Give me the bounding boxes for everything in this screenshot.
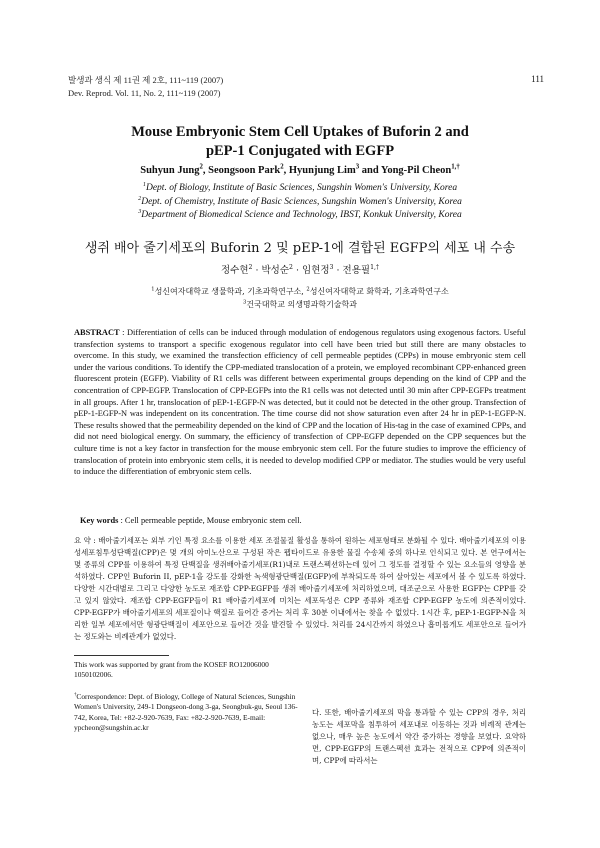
affiliation-list: [60, 182, 540, 223]
english-abstract: [74, 327, 526, 478]
korean-affiliation-line-2: $^3$건국대학교 의생명과학기술학과: [242, 299, 358, 309]
korean-author-name: 전용필: [342, 265, 371, 276]
korean-abstract: 요 약 : 배아줄기세포는 외부 기인 특정 요소를 이용한 세포 조절물질 활성을 통하여 원하는 세포형태로 분화될 수 있다. 배아줄기세포의 이용성세포침투성단백질(CPP)은 몇 개의 아미노산으로 구성된 작은 펩타이드로 유용한 물질 수송체 중의 하나로 인식되고 있다. 본 연구에서는 몇 종류의 CPP를 이용하여 특정 단백질을 생쥐배아줄기세포(R1)내로 트랜스펙션하는데 있어 그 정도를 결정할 수 있는 요소들의 영향을 분석하였다. CPP인 Buforin II, pEP-1을 강도를 강화한 녹색형광단백질(EGFP)에 부착되도록 하여 살아있는 세포에서 볼 수 있도록 하였다. 다양한 시간대별로 그리고 다양한 농도로 재조합 CPP-EGFP를 생쥐 배아줄기세포에 처리하였으며, 대조군으로 사용한 EGFP는 CPP를 갖고 있지 않았다. 재조합 CPP-EGFP들이 R1 배아줄기세포에 미치는 세포독성은 CPP 종류와 재조합 CPP-EGFP 농도에 의존적이었다. CPP-EGFP가 배아줄기세포의 세포질이나 핵질로 들어간 증거는 처리 후 30분 이내에서는 찾을 수 없었다. 1시간 후, pEP-1-EGFP-N을 처리한 일부 세포에서만 형광단백질이 세포안으로 들어간 것을 발견할 수 있었다. 처리를 24시간까지 하였으나 흡미롭게도 세포안으로 들어가는 정도와는 비례관계가 없었다.: [74, 536, 526, 641]
author-affil-mark: 2: [280, 163, 284, 171]
abstract-text: : Differentiation of cells can be induced through modulation of endogenous regulators using exogenous factors. Useful transfection systems to transport a specific exogenous regulator into cell have been tried but still there are many obstacles to overcome. In this study, we examined the transfection efficiency of cell permeable peptides (CPPs) in mouse embryonic stem cell under the various conditions. To identify the CPP-mediated translocation of a protein, we employed recombinant CPP-enhanced green fluorescent protein (EGFP). Viability of R1 cells was different between experimental groups depending on the kind of CPP and the concentration of CPP-EGFP. Translocation of CPP-EGFPs into the R1 cells was not detected until 30 min after CPP-EGFPs treatment in all groups. After 1 hr, translocation of pEP-1-EGFP-N was detected, but it could not be detected in the other group. Transfection of pEP-1-EGFP-N was independent on its concentration. The time course did not show saturation even after 24 hr in pEP-1-EGFP-N. These results showed that the permeability depended on the kind of CPP and the location of His-tag in the case of examined CPPs, and did not need biological energy. On summary, the efficiency of transfection of CPP-EGFP depended on the CPP sequences but the culture time is not a key factor in transfection for the mouse embryonic stem cell. For the future studies to improve the efficiency of translocation of protein into embryonic stem cells, it is needed to develop modified CPP or mediator. The studies would be very useful to induce the differentiation of embryonic stem cells.: [74, 328, 526, 477]
korean-title: 생쥐 배아 줄기세포의 Buforin 2 및 pEP-1에 결합된 EGFP의 세포 내 수송: [84, 241, 516, 256]
keywords-label: Key words: [80, 516, 119, 525]
paper-title: [60, 123, 540, 161]
affil-number: 2: [138, 195, 142, 202]
affil-number: 3: [138, 208, 142, 215]
korean-author-list: 정수현$^2$ · 박성순$^2$ · 임현정$^3$ · 전용필$^{1,\dagger}$: [220, 263, 380, 276]
korean-author-name: 임현정: [302, 265, 330, 276]
korean-abstract-continued: 다. 또한, 배아줄기세포의 막을 통과할 수 있는 CPP의 경우, 처리 농도는 세포막을 침투하여 세포내로 이동하는 것과 비례적 관계는 없으나, 매우 높은 농도에서 약간 증가하는 경향을 보였다. 요약하면, CPP-EGFP의 트랜스펙션 효과는 전적으로 CPP에 의존적이며, CPP에 따라서는: [312, 708, 526, 765]
author-name: Hyunjung Lim: [288, 165, 356, 176]
author-name: Seongsoon Park: [208, 165, 281, 176]
author-name: Suhyun Jung: [140, 165, 200, 176]
abstract-label: ABSTRACT: [74, 328, 120, 337]
keywords-text: : Cell permeable peptide, Mouse embryonic stem cell.: [118, 516, 302, 525]
author-name: Yong-Pil Cheon: [380, 165, 452, 176]
correspondence-footnote: †Correspondence: Dept. of Biology, College of Natural Sciences, Sungshin Women's University, 249-1 Dongseon-dong 3-ga, Seongbuk-gu, Seoul 136-742, Korea, Tel: +82-2-920-7639, Fax: +82-2-920-7639, E-mail: ypcheon@sungshin.ac.kr: [74, 692, 298, 733]
running-header: [68, 74, 223, 100]
title-line-1: Mouse Embryonic Stem Cell Uptakes of Buforin 2 and: [131, 124, 469, 140]
affiliation: $^1$Dept. of Biology, Institute of Basic Sciences, Sungshin Women's University, Korea: [142, 181, 458, 193]
korean-affiliation-list: [60, 285, 540, 311]
affiliation: $^3$Department of Biomedical Science and Technology, IBST, Konkuk University, Korea: [138, 208, 462, 220]
affil-number: 1: [142, 181, 146, 188]
keywords: [80, 516, 302, 525]
author-affil-mark: 3: [355, 163, 360, 171]
title-line-2: pEP-1 Conjugated with EGFP: [205, 143, 395, 159]
journal-citation-korean: 발생과 생식 제 11권 제 2호, 111~119 (2007): [68, 75, 224, 85]
author-list: Suhyun Jung$^2$, Seongsoon Park$^2$, Hyunjung Lim$^3$ and Yong-Pil Cheon$^{1,\dagger}$: [140, 163, 460, 176]
footnote-rule: [74, 655, 169, 656]
dagger-mark: †: [74, 692, 77, 698]
page-number: 111: [531, 74, 544, 84]
journal-citation-english: Dev. Reprod. Vol. 11, No. 2, 111~119 (2007): [68, 88, 221, 98]
korean-author-name: 정수현: [220, 265, 249, 276]
korean-affiliation-line-1: $^1$성신여자대학교 생물학과, 기초과학연구소, $^2$성신여자대학교 화학과, 기초과학연구소: [151, 286, 449, 296]
author-conjunction: and: [361, 165, 381, 176]
author-affil-mark: 1,†: [451, 163, 460, 171]
author-affil-mark: 2: [199, 163, 203, 171]
korean-author-name: 박성순: [261, 265, 290, 276]
affiliation: $^2$Dept. of Chemistry, Institute of Basic Sciences, Sungshin Women's University, Korea: [138, 195, 462, 207]
funding-footnote: This work was supported by grant from the KOSEF RO12006000 1050102006.: [74, 660, 269, 680]
